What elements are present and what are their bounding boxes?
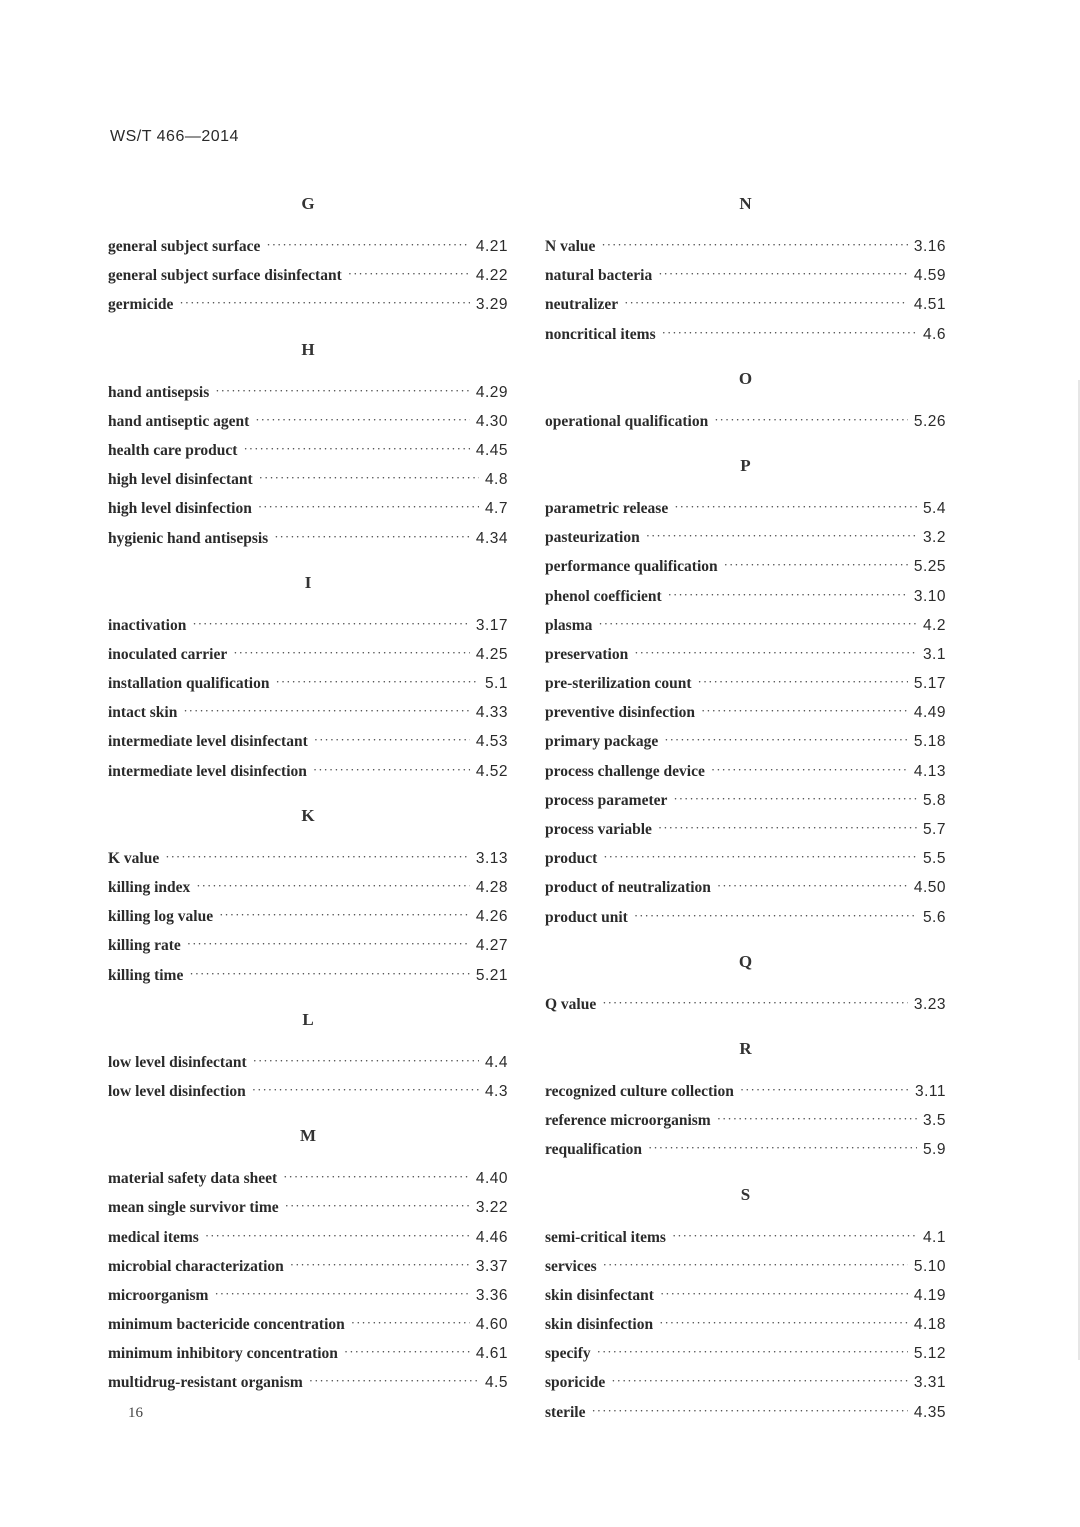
dot-leader	[215, 376, 470, 405]
clause-reference: 4.21	[475, 238, 508, 255]
index-term: plasma	[545, 616, 593, 634]
dot-leader	[276, 667, 479, 696]
index-column-right	[545, 190, 946, 1443]
dot-leader	[673, 784, 917, 813]
index-section-o	[545, 365, 946, 436]
index-entry	[545, 552, 946, 581]
dot-leader	[243, 434, 469, 463]
clause-reference: 5.8	[922, 791, 946, 809]
section-letter: S	[740, 1184, 751, 1204]
index-section-k	[108, 802, 508, 990]
clause-reference: 5.9	[922, 1141, 946, 1159]
index-term: sporicide	[545, 1374, 606, 1392]
dot-leader	[674, 492, 917, 521]
dot-leader	[179, 288, 469, 317]
index-entry	[108, 290, 508, 319]
index-section-h	[108, 336, 508, 553]
index-term: material safety data sheet	[108, 1170, 278, 1188]
clause-reference: 4.6	[922, 325, 946, 343]
section-letter: K	[301, 805, 315, 825]
clause-reference: 4.40	[475, 1170, 508, 1188]
index-entry	[545, 1223, 946, 1252]
section-letter: O	[738, 368, 753, 388]
index-term: germicide	[108, 296, 174, 314]
clause-reference: 4.27	[475, 937, 508, 955]
index-entry	[108, 1368, 508, 1397]
clause-reference: 4.22	[475, 267, 508, 285]
index-term: services	[545, 1257, 597, 1275]
index-term: microbial characterization	[108, 1257, 284, 1275]
clause-reference: 4.28	[475, 879, 508, 896]
dot-leader	[603, 1250, 908, 1279]
index-entry	[108, 1310, 508, 1339]
index-entry	[108, 698, 508, 727]
index-entry	[108, 1281, 508, 1310]
index-term: neutralizer	[545, 296, 619, 314]
clause-reference: 4.13	[913, 762, 946, 780]
clause-reference: 3.10	[913, 587, 946, 605]
clause-reference: 3.37	[475, 1257, 508, 1275]
index-term: process parameter	[545, 791, 668, 809]
index-term: operational qualification	[545, 412, 709, 430]
section-letter: L	[302, 1009, 314, 1029]
clause-reference: 5.26	[913, 412, 946, 430]
section-letter: N	[739, 194, 752, 213]
index-column-left	[108, 190, 508, 1414]
index-entry	[545, 1252, 946, 1281]
index-term: multidrug-resistant organism	[108, 1374, 303, 1392]
clause-reference: 4.49	[913, 704, 946, 722]
clause-reference: 3.1	[922, 645, 946, 663]
index-term: health care product	[108, 441, 238, 459]
index-entry	[545, 844, 946, 873]
dot-leader	[351, 1308, 470, 1337]
section-letter: M	[299, 1126, 317, 1146]
dot-leader	[658, 813, 917, 842]
dot-leader	[603, 842, 917, 871]
dot-leader	[189, 959, 469, 988]
index-term: general subject surface	[108, 238, 261, 255]
index-entry	[545, 1077, 946, 1106]
clause-reference: 4.29	[475, 383, 508, 401]
index-entry	[108, 1048, 508, 1077]
dot-leader	[624, 288, 908, 317]
index-entry	[545, 669, 946, 698]
index-term: hand antisepsis	[108, 383, 210, 401]
section-letter: H	[301, 339, 315, 359]
clause-reference: 4.35	[913, 1403, 946, 1421]
index-entry	[545, 1106, 946, 1135]
dot-leader	[646, 521, 917, 550]
index-entry	[545, 1281, 946, 1310]
index-term: product unit	[545, 908, 628, 926]
index-term: killing time	[108, 966, 184, 984]
index-entry	[108, 232, 508, 261]
dot-leader	[252, 1075, 479, 1104]
dot-leader	[309, 1366, 479, 1395]
index-entry	[545, 640, 946, 669]
index-entry	[545, 786, 946, 815]
index-term: process challenge device	[545, 762, 705, 780]
index-entry	[108, 757, 508, 786]
index-entry	[545, 320, 946, 349]
dot-leader	[724, 550, 908, 579]
clause-reference: 3.17	[475, 616, 508, 634]
index-term: killing index	[108, 879, 191, 896]
clause-reference: 5.6	[922, 908, 946, 926]
index-entry	[545, 757, 946, 786]
index-term: inoculated carrier	[108, 645, 228, 663]
standard-code-header: WS/T 466—2014	[110, 128, 239, 145]
clause-reference: 3.23	[913, 995, 946, 1013]
index-entry	[108, 436, 508, 465]
index-section-l	[108, 1006, 508, 1106]
clause-reference: 5.4	[922, 499, 946, 517]
clause-reference: 5.18	[913, 733, 946, 751]
clause-reference: 3.16	[913, 238, 946, 255]
index-term: sterile	[545, 1403, 586, 1421]
index-term: primary package	[545, 733, 659, 751]
clause-reference: 3.2	[922, 529, 946, 547]
index-entry	[108, 1164, 508, 1193]
index-entry	[108, 1223, 508, 1252]
index-entry	[545, 815, 946, 844]
index-term: medical items	[108, 1228, 199, 1246]
dot-leader	[192, 609, 469, 638]
section-letter: G	[301, 194, 315, 213]
index-entry	[545, 582, 946, 611]
index-entry	[545, 1135, 946, 1164]
clause-reference: 4.19	[913, 1286, 946, 1304]
dot-leader	[658, 259, 908, 288]
dot-leader	[183, 696, 469, 725]
section-letter: Q	[738, 951, 753, 971]
clause-reference: 4.52	[475, 762, 508, 780]
index-term: skin disinfection	[545, 1316, 654, 1334]
index-term: minimum bactericide concentration	[108, 1316, 345, 1334]
index-term: recognized culture collection	[545, 1082, 734, 1100]
dot-leader	[717, 871, 908, 900]
clause-reference: 3.5	[922, 1112, 946, 1130]
index-entry	[108, 465, 508, 494]
clause-reference: 5.12	[913, 1345, 946, 1363]
dot-leader	[314, 725, 470, 754]
index-entry	[545, 903, 946, 932]
index-term: preventive disinfection	[545, 704, 695, 722]
index-term: microorganism	[108, 1286, 209, 1304]
dot-leader	[348, 259, 470, 288]
index-entry	[108, 902, 508, 931]
index-entry	[545, 290, 946, 319]
clause-reference: 5.10	[913, 1257, 946, 1275]
clause-reference: 4.46	[475, 1228, 508, 1246]
index-term: product of neutralization	[545, 879, 711, 897]
dot-leader	[714, 405, 908, 434]
clause-reference: 4.3	[484, 1082, 508, 1100]
index-entry	[108, 961, 508, 990]
dot-leader	[601, 230, 907, 259]
index-entry	[108, 727, 508, 756]
clause-reference: 3.22	[475, 1199, 508, 1217]
index-term: installation qualification	[108, 675, 270, 693]
dot-leader	[214, 1279, 469, 1308]
index-term: hand antiseptic agent	[108, 412, 250, 430]
index-term: process variable	[545, 821, 652, 838]
index-section-s	[545, 1181, 946, 1427]
index-entry	[545, 1368, 946, 1397]
index-section-g	[108, 190, 508, 320]
dot-leader	[258, 492, 479, 521]
index-section-q	[545, 948, 946, 1019]
clause-reference: 4.8	[484, 471, 508, 489]
clause-reference: 4.45	[475, 441, 508, 459]
index-section-p	[545, 452, 946, 932]
clause-reference: 4.18	[913, 1316, 946, 1334]
dot-leader	[187, 929, 470, 958]
dot-leader	[283, 1162, 470, 1191]
clause-reference: 3.11	[914, 1082, 946, 1100]
dot-leader	[634, 901, 917, 930]
index-entry	[545, 1339, 946, 1368]
index-term: preservation	[545, 645, 629, 663]
dot-leader	[165, 842, 470, 871]
index-entry	[108, 494, 508, 523]
clause-reference: 5.21	[475, 966, 508, 984]
dot-leader	[196, 871, 470, 900]
index-term: high level disinfectant	[108, 471, 253, 489]
dot-leader	[344, 1337, 470, 1366]
index-term: low level disinfection	[108, 1082, 246, 1100]
index-term: pre-sterilization count	[545, 675, 692, 693]
dot-leader	[233, 638, 470, 667]
dot-leader	[255, 405, 470, 434]
clause-reference: 3.29	[475, 296, 508, 314]
dot-leader	[662, 318, 917, 347]
dot-leader	[701, 696, 908, 725]
index-entry	[545, 523, 946, 552]
index-entry	[545, 407, 946, 436]
dot-leader	[259, 463, 479, 492]
dot-leader	[253, 1046, 479, 1075]
section-letter: P	[740, 455, 751, 475]
index-term: inactivation	[108, 616, 187, 634]
index-term: K value	[108, 849, 160, 867]
index-term: skin disinfectant	[545, 1286, 654, 1304]
clause-reference: 4.2	[922, 616, 946, 634]
index-entry	[545, 990, 946, 1019]
dot-leader	[664, 725, 908, 754]
clause-reference: 4.1	[922, 1228, 946, 1246]
clause-reference: 4.59	[913, 267, 946, 285]
index-entry	[545, 1310, 946, 1339]
dot-leader	[266, 230, 469, 259]
clause-reference: 4.53	[475, 733, 508, 751]
dot-leader	[648, 1133, 917, 1162]
index-term: noncritical items	[545, 325, 656, 343]
index-term: semi-critical items	[545, 1228, 666, 1246]
clause-reference: 3.31	[913, 1374, 946, 1392]
index-entry	[545, 727, 946, 756]
index-term: mean single survivor time	[108, 1199, 279, 1217]
index-term: product	[545, 850, 598, 868]
index-term: hygienic hand antisepsis	[108, 529, 269, 547]
dot-leader	[597, 1337, 908, 1366]
dot-leader	[717, 1104, 917, 1133]
index-entry	[108, 1339, 508, 1368]
clause-reference: 4.51	[913, 296, 946, 314]
index-entry	[545, 1398, 946, 1427]
index-entry	[108, 611, 508, 640]
clause-reference: 4.26	[475, 908, 508, 926]
index-entry	[108, 1252, 508, 1281]
index-term: Q value	[545, 995, 597, 1013]
clause-reference: 3.36	[475, 1286, 508, 1304]
dot-leader	[591, 1396, 907, 1425]
dot-leader	[285, 1191, 470, 1220]
index-entry	[545, 494, 946, 523]
dot-leader	[611, 1366, 908, 1395]
index-entry	[108, 669, 508, 698]
page-number: 16	[128, 1405, 143, 1421]
index-term: intact skin	[108, 704, 178, 722]
index-term: high level disinfection	[108, 500, 252, 518]
index-term: performance qualification	[545, 558, 718, 576]
index-term: pasteurization	[545, 529, 640, 547]
index-entry	[108, 261, 508, 290]
clause-reference: 4.50	[913, 879, 946, 897]
index-term: killing log value	[108, 908, 214, 926]
index-entry	[545, 873, 946, 902]
index-entry	[108, 640, 508, 669]
index-section-r	[545, 1035, 946, 1165]
index-section-n	[545, 190, 946, 349]
index-term: requalification	[545, 1141, 643, 1159]
index-entry	[108, 1193, 508, 1222]
index-term: intermediate level disinfection	[108, 762, 307, 780]
index-term: minimum inhibitory concentration	[108, 1345, 338, 1363]
dot-leader	[660, 1279, 908, 1308]
dot-leader	[602, 988, 908, 1017]
index-entry	[545, 232, 946, 261]
clause-reference: 4.33	[475, 704, 508, 722]
clause-reference: 5.7	[922, 821, 946, 838]
clause-reference: 4.30	[475, 412, 508, 430]
index-entry	[108, 407, 508, 436]
index-entry	[108, 873, 508, 902]
clause-reference: 5.17	[913, 675, 946, 693]
index-term: low level disinfectant	[108, 1053, 247, 1071]
clause-reference: 4.5	[484, 1374, 508, 1392]
dot-leader	[672, 1221, 917, 1250]
dot-leader	[711, 755, 908, 784]
dot-leader	[598, 609, 917, 638]
clause-reference: 4.7	[484, 500, 508, 518]
index-term: reference microorganism	[545, 1112, 711, 1130]
clause-reference: 4.61	[475, 1345, 508, 1363]
dot-leader	[659, 1308, 908, 1337]
index-term: intermediate level disinfectant	[108, 733, 308, 751]
index-term: killing rate	[108, 937, 181, 955]
index-entry	[108, 1077, 508, 1106]
index-term: N value	[545, 238, 596, 255]
index-entry	[108, 931, 508, 960]
dot-leader	[205, 1221, 470, 1250]
dot-leader	[313, 755, 470, 784]
index-section-m	[108, 1122, 508, 1398]
clause-reference: 5.5	[922, 850, 946, 868]
dot-leader	[668, 580, 908, 609]
index-term: parametric release	[545, 499, 669, 517]
index-term: general subject surface disinfectant	[108, 267, 342, 285]
clause-reference: 5.25	[913, 558, 946, 576]
index-term: phenol coefficient	[545, 587, 662, 605]
index-entry	[545, 261, 946, 290]
index-term: natural bacteria	[545, 267, 653, 285]
index-entry	[108, 524, 508, 553]
index-term: specify	[545, 1345, 591, 1363]
clause-reference: 4.60	[475, 1316, 508, 1334]
index-entry	[108, 378, 508, 407]
index-entry	[108, 844, 508, 873]
clause-reference: 4.34	[475, 529, 508, 547]
clause-reference: 5.1	[484, 675, 508, 693]
index-entry	[545, 611, 946, 640]
clause-reference: 4.25	[475, 645, 508, 663]
dot-leader	[698, 667, 908, 696]
dot-leader	[274, 522, 470, 551]
index-entry	[545, 698, 946, 727]
dot-leader	[634, 638, 917, 667]
clause-reference: 3.13	[475, 849, 508, 867]
clause-reference: 4.4	[484, 1053, 508, 1071]
dot-leader	[290, 1250, 470, 1279]
section-letter: I	[304, 572, 312, 592]
dot-leader	[740, 1075, 909, 1104]
index-section-i	[108, 569, 508, 786]
dot-leader	[219, 900, 470, 929]
section-letter: R	[739, 1038, 752, 1058]
